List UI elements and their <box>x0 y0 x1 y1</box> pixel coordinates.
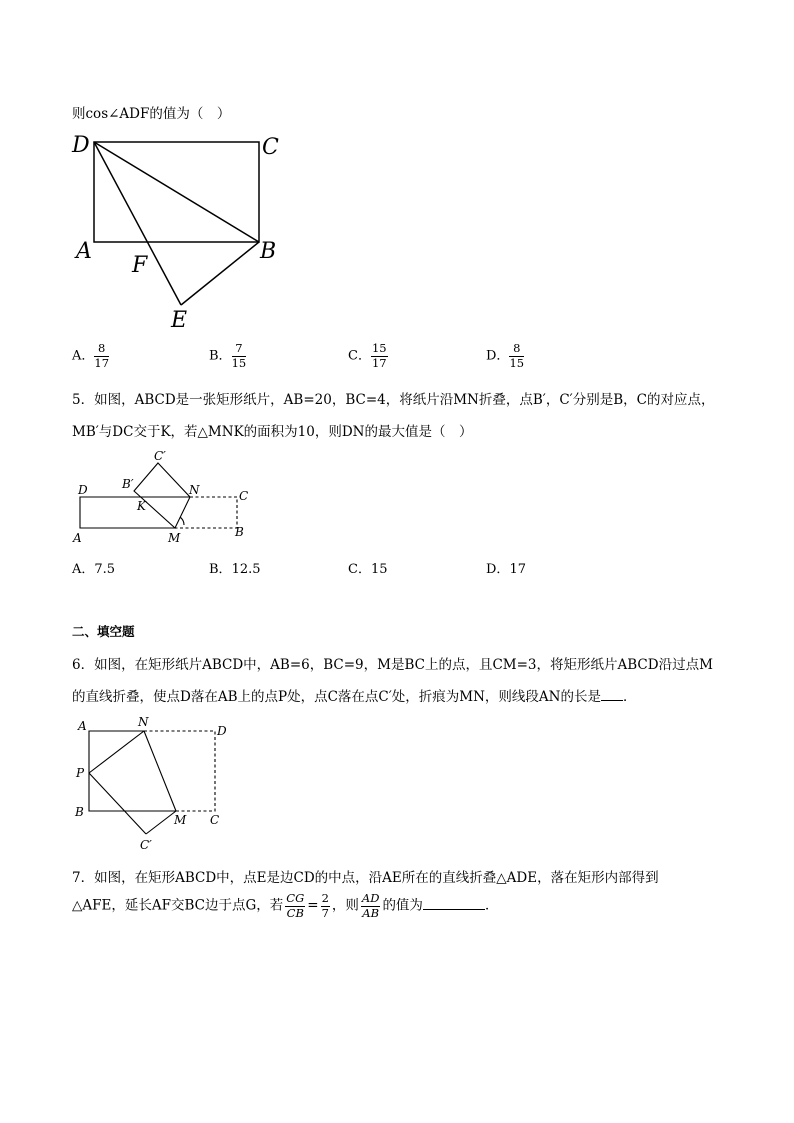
q7-answer-blank[interactable] <box>423 909 485 910</box>
q4-option-b[interactable]: B． $\frac{7}{15}$ <box>209 341 247 370</box>
q6-label-a: A <box>78 719 87 733</box>
q5-label-c-prime: C′ <box>154 449 166 463</box>
q6-label-d: D <box>217 724 227 738</box>
q7-stem-line1: 7．如图，在矩形ABCD中，点E是边CD的中点，沿AE所在的直线折叠△ADE，落在矩形内部得到 <box>72 870 659 886</box>
q5-option-b[interactable]: B．12.5 <box>209 562 261 577</box>
q5-option-a[interactable]: A．7.5 <box>72 562 116 577</box>
q5-label-c: C <box>239 489 249 503</box>
q6-answer-blank[interactable] <box>601 700 623 701</box>
q5-label-m: M <box>168 531 181 545</box>
q7-fraction-cg-cb: $\frac{CG}{CB}$ <box>286 891 305 920</box>
q4-label-c: C <box>262 135 279 160</box>
q6-label-b: B <box>75 805 84 819</box>
section-title: 二、填空题 <box>72 624 135 639</box>
q5-stem-line1: 5．如图，ABCD是一张矩形纸片，AB=20，BC=4，将纸片沿MN折叠，点B′，C′分别是B，C的对应点， <box>72 392 715 408</box>
q5-label-d: D <box>78 483 88 497</box>
q4-option-a[interactable]: A． $\frac{8}{17}$ <box>72 341 110 370</box>
q5-figure <box>70 445 270 550</box>
q5-label-n: N <box>189 483 200 497</box>
q6-figure <box>70 712 240 852</box>
q5-option-c[interactable]: C．15 <box>348 562 388 577</box>
q6-stem-line1: 6．如图，在矩形纸片ABCD中，AB=6，BC=9，M是BC上的点，且CM=3，将矩形纸片ABCD沿过点M <box>72 657 713 673</box>
q4-stem: 则cos∠ADF的值为（ ） <box>72 106 231 122</box>
q6-label-m: M <box>174 813 187 827</box>
q5-label-a: A <box>73 531 82 545</box>
q5-label-k: K <box>137 499 146 513</box>
q7-fraction-two-sevenths: $\frac{2}{7}$ <box>321 891 329 920</box>
q6-label-p: P <box>76 766 85 780</box>
q4-label-b: B <box>260 239 277 264</box>
q4-label-d: D <box>72 133 90 158</box>
q4-label-a: A <box>76 239 92 264</box>
q4-label-f: F <box>132 253 148 278</box>
q5-stem-line2: MB′与DC交于K，若△MNK的面积为10，则DN的最大值是（ ） <box>72 424 473 440</box>
q6-label-c-prime: C′ <box>140 838 152 852</box>
q6-label-c: C <box>210 813 220 827</box>
q4-option-c[interactable]: C． $\frac{15}{17}$ <box>348 341 387 370</box>
q5-label-b: B <box>235 525 244 539</box>
q7-fraction-ad-ab: $\frac{AD}{AB}$ <box>361 891 380 920</box>
q6-stem-line2: 的直线折叠，使点D落在AB上的点P处，点C落在点C′处，折痕为MN，则线段AN的长是 ． <box>72 689 637 705</box>
q7-stem-line2: △AFE，延长AF交BC边于点G，若 $\frac{CG}{CB}$ = $\frac{2}{7}$ ，则 $\frac{AD}{AB}$ 的值为 ． <box>72 891 499 920</box>
q6-label-n: N <box>138 715 149 729</box>
q5-label-b-prime: B′ <box>122 477 134 491</box>
q4-option-d[interactable]: D． $\frac{8}{15}$ <box>486 341 525 370</box>
q5-option-d[interactable]: D．17 <box>486 562 526 577</box>
q4-figure <box>60 128 320 338</box>
q4-label-e: E <box>171 308 188 333</box>
